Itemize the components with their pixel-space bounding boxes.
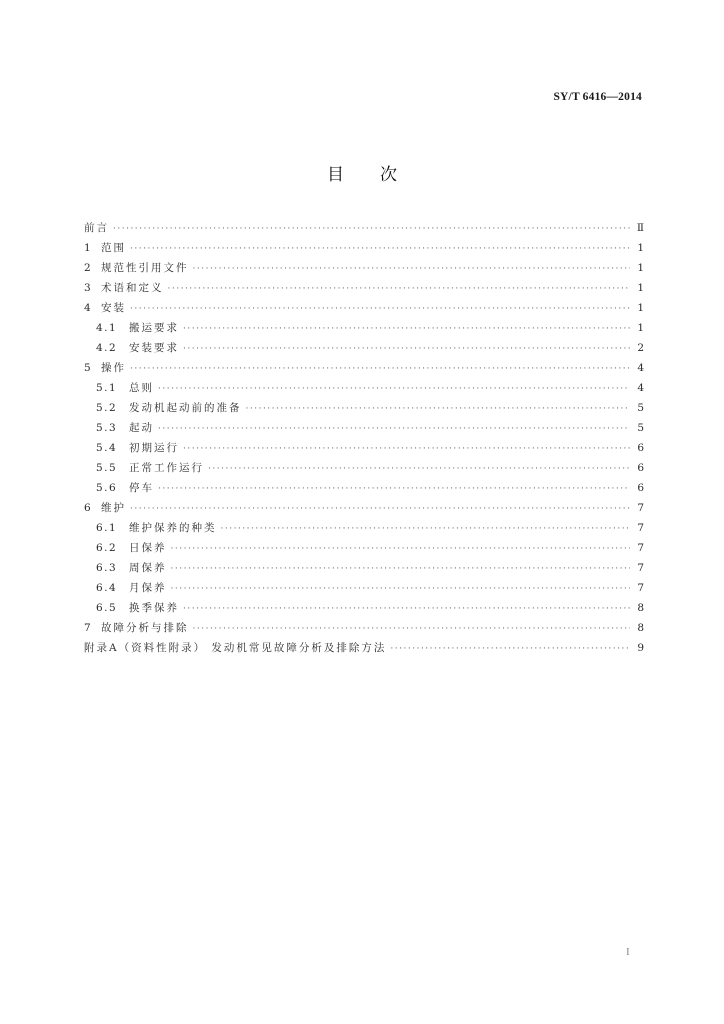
toc-entry-title: 初期运行	[129, 442, 179, 454]
toc-entry	[84, 340, 644, 360]
toc-entry-number: 4.2	[96, 342, 118, 354]
toc-entry-number: 5.2	[96, 402, 118, 414]
toc-entry-title: 搬运要求	[129, 322, 179, 334]
toc-entry	[84, 620, 644, 640]
toc-entry-title: 安装要求	[129, 342, 179, 354]
toc-entry	[84, 560, 644, 580]
toc-entry-page: 7	[637, 582, 644, 594]
toc-entry	[84, 480, 644, 500]
toc-entry-title: 附录A（资料性附录） 发动机常见故障分析及排除方法	[84, 642, 387, 654]
toc-entry-number: 6.4	[96, 582, 118, 594]
toc-entry-number: 6.5	[96, 602, 118, 614]
toc-entry-page: 5	[637, 422, 644, 434]
toc-entry-page: 9	[637, 642, 644, 654]
toc-entry	[84, 460, 644, 480]
toc-entry-page: 4	[637, 382, 644, 394]
toc-entry-title: 范围	[101, 242, 126, 254]
toc-entry	[84, 300, 644, 320]
toc-entry-page: 8	[637, 602, 644, 614]
toc-entry-number: 5.6	[96, 482, 118, 494]
toc-entry-title: 总则	[129, 382, 154, 394]
toc-entry	[84, 220, 644, 240]
toc-entry-title: 前言	[84, 222, 109, 234]
toc-entry	[84, 440, 644, 460]
toc-entry-title: 停车	[129, 482, 154, 494]
toc-entry	[84, 400, 644, 420]
toc-entry	[84, 640, 644, 660]
toc-entry-page: 1	[637, 282, 644, 294]
toc-entry	[84, 320, 644, 340]
toc-entry-page: 1	[637, 322, 644, 334]
toc-entry-title: 安装	[101, 302, 126, 314]
toc-entry	[84, 240, 644, 260]
toc-entry-page: 1	[637, 302, 644, 314]
dot-leader	[130, 304, 630, 314]
toc-entry	[84, 420, 644, 440]
dot-leader	[158, 424, 630, 434]
toc-entry-number: 5.3	[96, 422, 118, 434]
dot-leader	[168, 284, 631, 294]
dot-leader	[208, 464, 630, 474]
toc-entry-number: 6.2	[96, 542, 118, 554]
toc-entry-number: 6.3	[96, 562, 118, 574]
toc-entry	[84, 600, 644, 620]
toc-entry	[84, 260, 644, 280]
toc-entry-page: 6	[637, 462, 644, 474]
toc-entry-number: 4	[84, 302, 93, 314]
toc-entry-title: 规范性引用文件	[101, 262, 189, 274]
dot-leader	[130, 364, 630, 374]
dot-leader	[390, 644, 630, 654]
dot-leader	[246, 404, 631, 414]
dot-leader	[183, 444, 630, 454]
toc-entry-page: 7	[637, 502, 644, 514]
dot-leader	[171, 544, 631, 554]
toc-entry-number: 5	[84, 362, 93, 374]
toc-entry-title: 术语和定义	[101, 282, 164, 294]
toc-entry	[84, 500, 644, 520]
toc-entry-title: 故障分析与排除	[101, 622, 189, 634]
dot-leader	[130, 244, 630, 254]
toc-entry-number: 2	[84, 262, 93, 274]
toc-entry-title: 起动	[129, 422, 154, 434]
toc-entry-page: Ⅱ	[636, 222, 644, 234]
toc-entry-title: 换季保养	[129, 602, 179, 614]
toc-entry-number: 6	[84, 502, 93, 514]
table-of-contents	[84, 220, 644, 660]
toc-entry	[84, 280, 644, 300]
toc-entry-title: 正常工作运行	[129, 462, 204, 474]
toc-entry-title: 发动机起动前的准备	[129, 402, 242, 414]
dot-leader	[171, 564, 631, 574]
toc-entry-title: 维护保养的种类	[129, 522, 217, 534]
toc-entry-title: 操作	[101, 362, 126, 374]
toc-entry-number: 5.4	[96, 442, 118, 454]
toc-entry-page: 1	[637, 242, 644, 254]
toc-entry-page: 4	[637, 362, 644, 374]
toc-entry	[84, 540, 644, 560]
standard-code: SY/T 6416—2014	[553, 91, 642, 103]
toc-entry-number: 4.1	[96, 322, 118, 334]
toc-entry-page: 7	[637, 542, 644, 554]
dot-leader	[193, 624, 631, 634]
toc-entry-title: 维护	[101, 502, 126, 514]
dot-leader	[171, 584, 631, 594]
toc-entry-number: 3	[84, 282, 93, 294]
toc-entry-number: 6.1	[96, 522, 118, 534]
dot-leader	[183, 344, 630, 354]
toc-entry	[84, 520, 644, 540]
toc-entry-page: 7	[637, 522, 644, 534]
toc-entry	[84, 360, 644, 380]
toc-entry-page: 1	[637, 262, 644, 274]
dot-leader	[158, 384, 630, 394]
toc-entry-number: 7	[84, 622, 93, 634]
dot-leader	[221, 524, 631, 534]
toc-entry-page: 8	[637, 622, 644, 634]
dot-leader	[193, 264, 631, 274]
page-number: I	[626, 946, 630, 958]
dot-leader	[183, 324, 630, 334]
toc-entry-number: 5.5	[96, 462, 118, 474]
dot-leader	[183, 604, 630, 614]
toc-entry	[84, 580, 644, 600]
toc-entry-number: 5.1	[96, 382, 118, 394]
toc-entry	[84, 380, 644, 400]
dot-leader	[158, 484, 630, 494]
toc-entry-title: 月保养	[129, 582, 167, 594]
toc-entry-page: 6	[637, 482, 644, 494]
toc-entry-title: 日保养	[129, 542, 167, 554]
dot-leader	[113, 224, 630, 234]
toc-entry-page: 2	[637, 342, 644, 354]
page-title: 目次	[327, 165, 433, 185]
toc-entry-title: 周保养	[129, 562, 167, 574]
toc-entry-number: 1	[84, 242, 93, 254]
toc-entry-page: 6	[637, 442, 644, 454]
dot-leader	[130, 504, 630, 514]
toc-entry-page: 5	[637, 402, 644, 414]
toc-entry-page: 7	[637, 562, 644, 574]
